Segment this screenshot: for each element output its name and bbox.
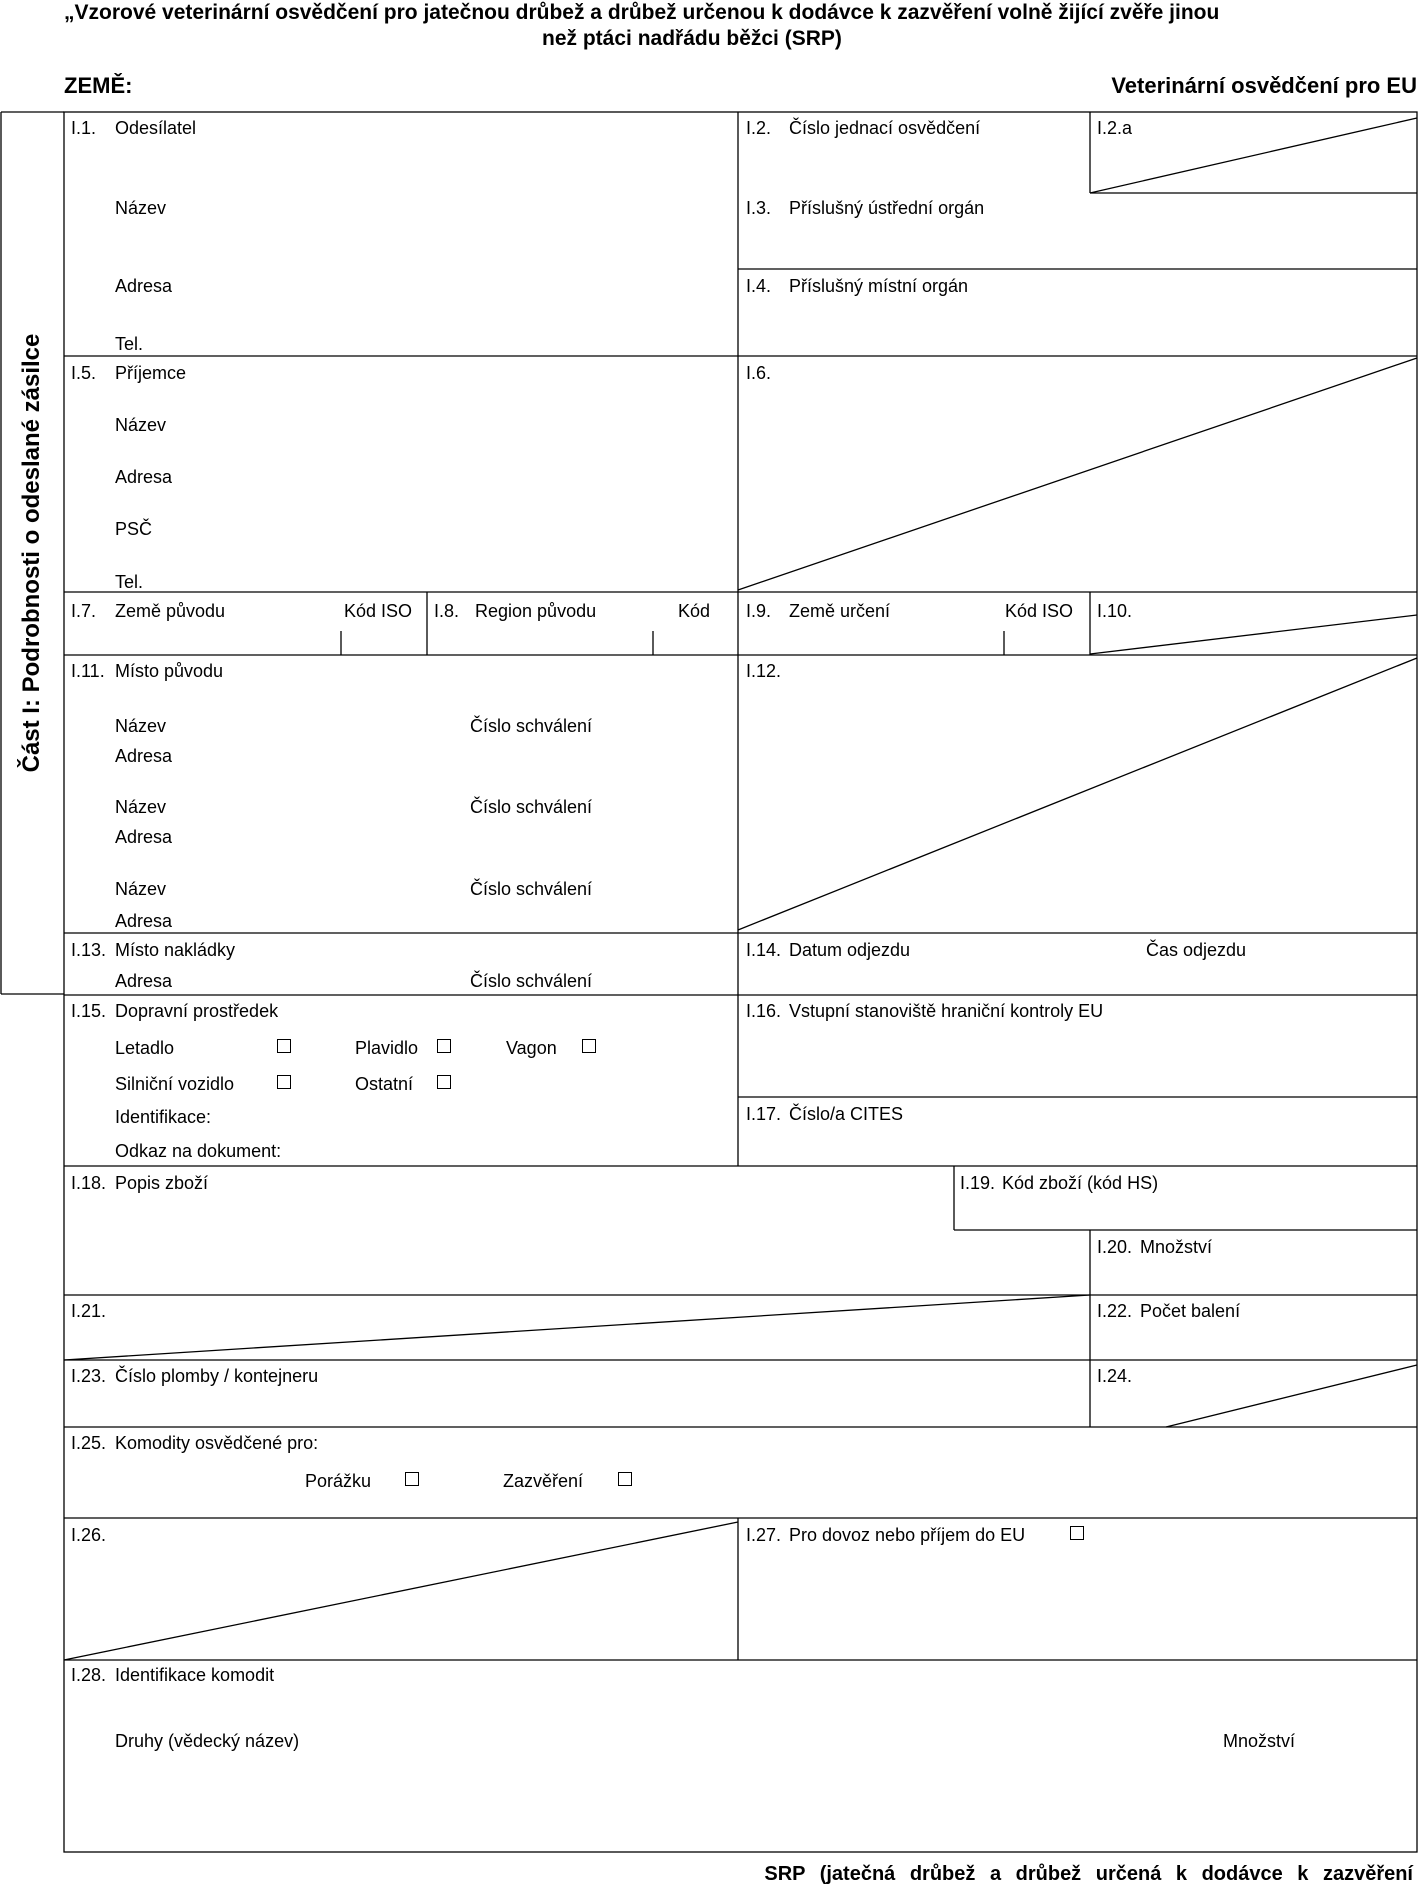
box-i18-num: I.18.	[71, 1173, 107, 1193]
consignor-name-label: Název	[115, 198, 167, 218]
slaughter-checkbox[interactable]	[405, 1472, 419, 1486]
species-column-header: Druhy (vědecký název)	[115, 1731, 300, 1751]
transport-road-checkbox[interactable]	[277, 1075, 291, 1089]
box-i21-num: I.21.	[71, 1301, 107, 1321]
box-i27-label: Pro dovoz nebo příjem do EU	[789, 1525, 1026, 1545]
box-i11-label: Místo původu	[115, 661, 224, 681]
transport-ship-label: Plavidlo	[355, 1038, 419, 1058]
box-i17-label: Číslo/a CITES	[789, 1104, 904, 1124]
origin-approval-label: Číslo schválení	[470, 797, 593, 817]
box-i27-num: I.27.	[746, 1525, 782, 1545]
box-i1-num: I.1.	[71, 118, 97, 138]
box-i18-label: Popis zboží	[115, 1173, 209, 1193]
box-i25-num: I.25.	[71, 1433, 107, 1453]
footer-text: SRP (jatečná drůbež a drůbež určená k dodávce k zazvěření	[764, 1863, 1413, 1885]
box-i24-num: I.24.	[1097, 1366, 1133, 1386]
box-i23-num: I.23.	[71, 1366, 107, 1386]
origin-name-label: Název	[115, 716, 167, 736]
box-i12-num: I.12.	[746, 661, 782, 681]
box-i4-num: I.4.	[746, 276, 772, 296]
loading-address-label: Adresa	[115, 971, 173, 991]
box-i22-num: I.22.	[1097, 1301, 1133, 1321]
box-i13-num: I.13.	[71, 940, 107, 960]
quantity-column-header: Množství	[1223, 1731, 1296, 1751]
consignee-postcode-label: PSČ	[115, 519, 153, 539]
box-i14-num: I.14.	[746, 940, 782, 960]
box-i16-num: I.16.	[746, 1001, 782, 1021]
consignee-address-label: Adresa	[115, 467, 173, 487]
transport-other-checkbox[interactable]	[437, 1075, 451, 1089]
box-i17-num: I.17.	[746, 1104, 782, 1124]
origin-name-label: Název	[115, 879, 167, 899]
transport-ship-checkbox[interactable]	[437, 1039, 451, 1053]
transport-railway-checkbox[interactable]	[582, 1039, 596, 1053]
box-i14-label: Datum odjezdu	[789, 940, 911, 960]
box-i13-label: Místo nakládky	[115, 940, 236, 960]
box-i28-num: I.28.	[71, 1665, 107, 1685]
side-label	[0, 112, 64, 994]
box-i28-label: Identifikace komodit	[115, 1665, 275, 1685]
origin-address-label: Adresa	[115, 746, 173, 766]
form-title-line1: „Vzorové veterinární osvědčení pro jatečnou drůbež a drůbež určenou k dodávce k zazvěření volně žijící zvěře jinou	[64, 1, 1220, 24]
box-i5-label: Příjemce	[115, 363, 187, 383]
consignor-address-label: Adresa	[115, 276, 173, 296]
box-i11-num: I.11.	[71, 661, 105, 681]
box-i7-iso-code: Kód ISO	[344, 601, 413, 621]
restocking-label: Zazvěření	[503, 1471, 584, 1491]
slaughter-label: Porážku	[305, 1471, 372, 1491]
transport-other-label: Ostatní	[355, 1074, 414, 1094]
box-i16-label: Vstupní stanoviště hraniční kontroly EU	[789, 1001, 1104, 1021]
box-i25-label: Komodity osvědčené pro:	[115, 1433, 319, 1453]
box-i20-label: Množství	[1140, 1237, 1213, 1257]
box-i23-label: Číslo plomby / kontejneru	[115, 1366, 319, 1386]
box-i7-num: I.7.	[71, 601, 97, 621]
box-i8-label: Region původu	[475, 601, 597, 621]
document-reference-label: Odkaz na dokument:	[115, 1141, 282, 1161]
transport-railway-label: Vagon	[506, 1038, 557, 1058]
transport-road-label: Silniční vozidlo	[115, 1074, 235, 1094]
consignor-tel-label: Tel.	[115, 334, 144, 354]
identification-label: Identifikace:	[115, 1107, 212, 1127]
box-i2-num: I.2.	[746, 118, 772, 138]
consignee-tel-label: Tel.	[115, 572, 144, 592]
origin-approval-label: Číslo schválení	[470, 716, 593, 736]
box-i22-label: Počet balení	[1140, 1301, 1241, 1321]
origin-approval-label: Číslo schválení	[470, 879, 593, 899]
transport-aircraft-label: Letadlo	[115, 1038, 175, 1058]
country-label: ZEMĚ:	[64, 73, 133, 98]
box-i19-label: Kód zboží (kód HS)	[1002, 1173, 1159, 1193]
box-i15-num: I.15.	[71, 1001, 107, 1021]
origin-name-label: Název	[115, 797, 167, 817]
transport-aircraft-checkbox[interactable]	[277, 1039, 291, 1053]
box-i3-num: I.3.	[746, 198, 772, 218]
loading-approval-label: Číslo schválení	[470, 971, 593, 991]
box-i26-num: I.26.	[71, 1525, 107, 1545]
box-i9-num: I.9.	[746, 601, 772, 621]
box-i7-label: Země původu	[115, 601, 226, 621]
box-i8-num: I.8.	[434, 601, 460, 621]
form-title-line2: než ptáci nadřádu běžci (SRP)	[542, 27, 842, 50]
box-i5-num: I.5.	[71, 363, 97, 383]
box-i2-label: Číslo jednací osvědčení	[789, 118, 981, 138]
certificate-type: Veterinární osvědčení pro EU	[1111, 73, 1417, 98]
origin-address-label: Adresa	[115, 911, 173, 931]
consignee-name-label: Název	[115, 415, 167, 435]
box-i8-code: Kód	[678, 601, 711, 621]
box-i9-iso-code: Kód ISO	[1005, 601, 1074, 621]
origin-address-label: Adresa	[115, 827, 173, 847]
box-i15-label: Dopravní prostředek	[115, 1001, 279, 1021]
box-i20-num: I.20.	[1097, 1237, 1133, 1257]
box-i9-label: Země určení	[789, 601, 891, 621]
eu-import-checkbox[interactable]	[1070, 1526, 1084, 1540]
side-label-text: Část I: Podrobnosti o odeslané zásilce	[18, 333, 45, 773]
box-i19-num: I.19.	[960, 1173, 996, 1193]
departure-time-label: Čas odjezdu	[1146, 940, 1247, 960]
box-i1-label: Odesílatel	[115, 118, 197, 138]
box-i10-num: I.10.	[1097, 601, 1133, 621]
box-i3-label: Příslušný ústřední orgán	[789, 198, 985, 218]
box-i6-num: I.6.	[746, 363, 772, 383]
box-i4-label: Příslušný místní orgán	[789, 276, 969, 296]
box-i2a-num: I.2.a	[1097, 118, 1133, 138]
restocking-checkbox[interactable]	[618, 1472, 632, 1486]
